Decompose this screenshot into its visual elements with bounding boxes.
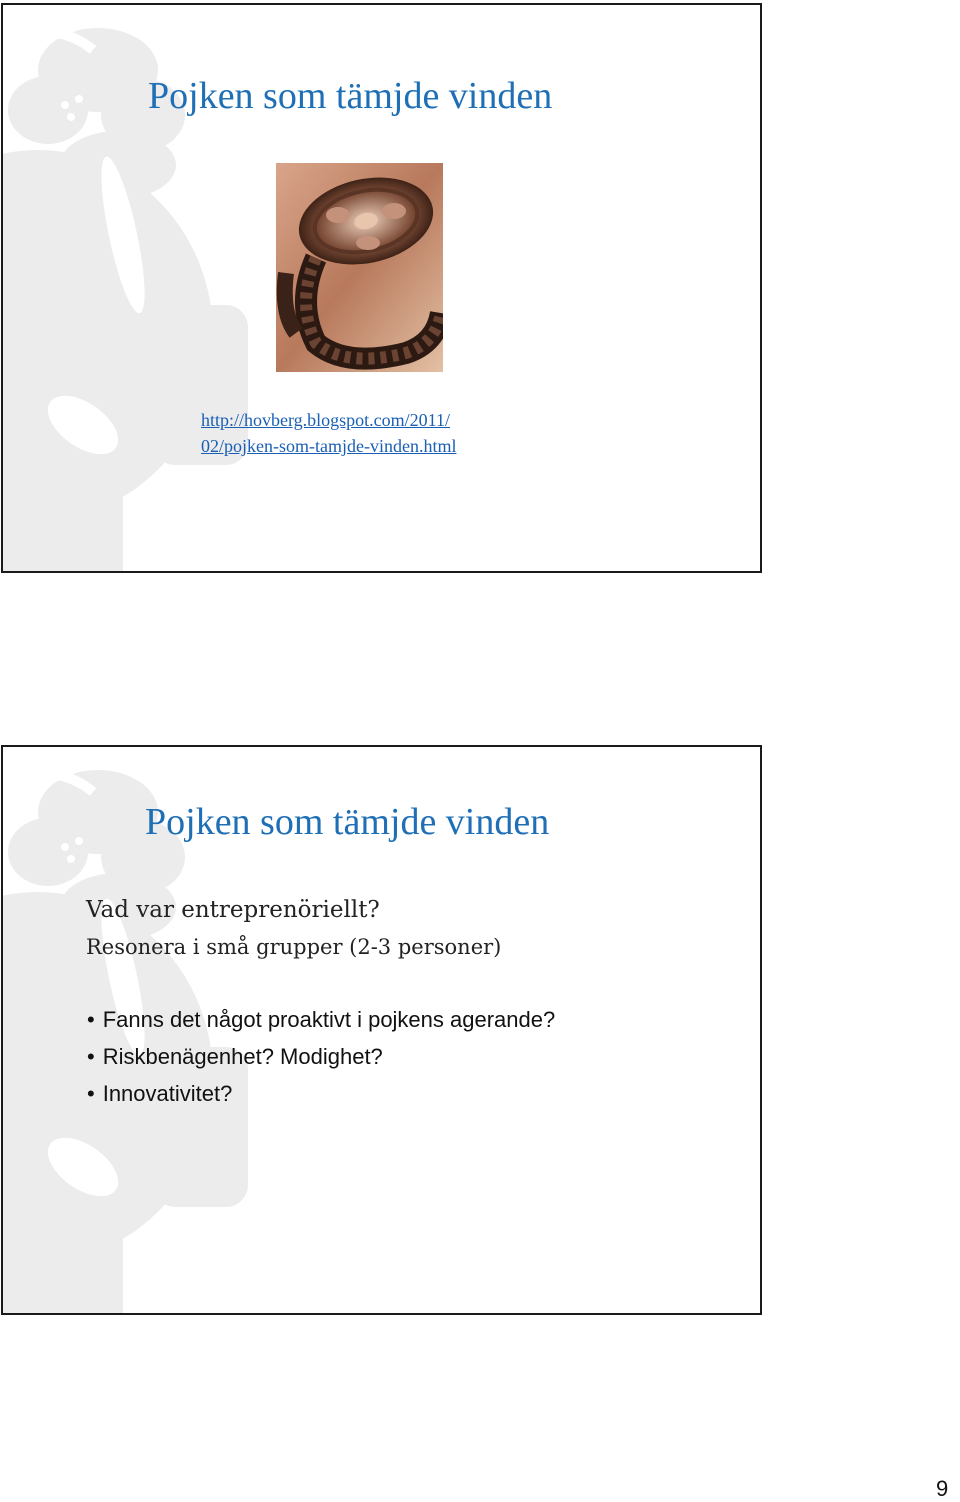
slide-title: Pojken som tämjde vinden <box>148 75 553 117</box>
question-discuss-groups: Resonera i små grupper (2-3 personer) <box>86 935 502 959</box>
question-entrepreneurial: Vad var entreprenöriellt? <box>86 897 380 923</box>
bullet-list <box>87 1001 555 1112</box>
page-number: 9 <box>936 1476 949 1501</box>
film-reel-icon <box>276 163 443 372</box>
bullet-item: • Riskbenägenhet? Modighet? <box>87 1038 555 1075</box>
link-line-1: http://hovberg.blogspot.com/2011/ <box>201 410 450 430</box>
bullet-item: • Fanns det något proaktivt i pojkens agerande? <box>87 1001 555 1038</box>
link-line-2: 02/pojken-som-tamjde-vinden.html <box>201 436 457 456</box>
bullet-item: • Innovativitet? <box>87 1075 555 1112</box>
slide-2 <box>1 745 762 1315</box>
slide-title: Pojken som tämjde vinden <box>145 801 550 843</box>
blog-link[interactable] <box>201 407 456 459</box>
slide-1 <box>1 3 762 573</box>
